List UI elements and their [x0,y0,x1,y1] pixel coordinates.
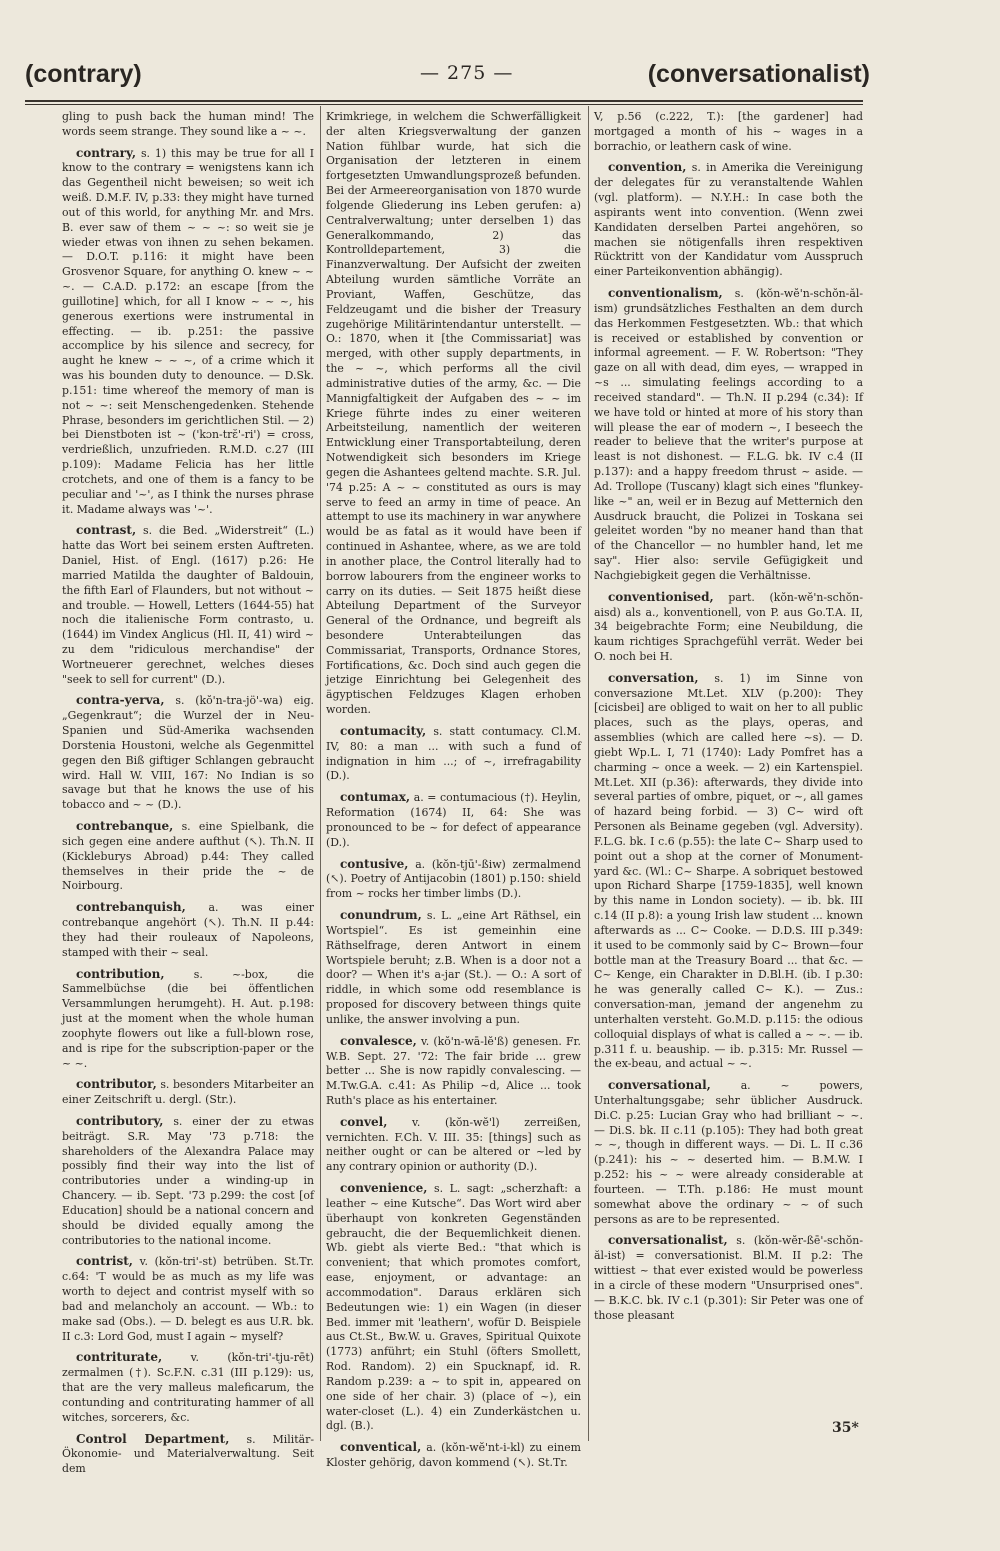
column-divider [320,106,321,1441]
entry-text: V, p.56 (c.222, T.): [the gardener] had mortgaged a month of his ~ wages in a borrachio, or leathern cask of wine. [594,110,863,153]
entry-text: s. die Bed. „Widerstreit“ (L.) hatte das Wort bei seinem ersten Auftreten. Daniel, Hist. of Engl. (1617) p.26: He married Matilda the daughter of Baldouin, the fifth Earl of Flaunders, but not without ~ and trouble. — Howell, Letters (1644-55) hat noch die italienische Form contrasto, u. (1644) im Vindex Anglicus (Hl. II, 41) wird ~ zu dem "ridiculous merchandise" der Wortneuerer gerechnet, welches dieses "seek to sell for current" (D.). [62,524,314,686]
entry-headword: contribution, [76,966,165,981]
entry-headword: convention, [608,160,687,175]
header-rule [25,100,863,102]
entry-text: s. besonders Mitarbeiter an einer Zeitschrift u. dergl. (Str.). [62,1078,315,1107]
header-rule-thin [25,104,863,105]
signature-mark: 35* [832,1420,859,1436]
entry-text: a. = contumacious (†). Heylin, Reformation (1674) II, 64: She was pronounced to be ~ for defect of appearance (D.). [326,791,581,849]
dictionary-entry [594,1077,863,1227]
column-1 [62,110,315,1476]
entry-headword: contusive, [340,856,409,871]
entry-text: v. (kŏ'n-wā-lĕ'ß) genesen. Fr. W.B. Sept. 27. '72: The fair bride ... grew better ... She is now rapidly convalescing. — M.Tw.G.A. c.41: As Philip ~d, Alice ... took Ruth's place as his entertainer. [326,1034,581,1107]
entry-headword: conversation, [608,670,699,685]
entry-headword: Control Department, [76,1431,230,1446]
header-left-guideword: (contrary) [25,60,142,88]
entry-headword: contriturate, [76,1350,163,1365]
entry-headword: convel, [340,1114,388,1129]
dictionary-entry [62,522,314,687]
column-3 [594,110,863,1440]
entry-headword: contributor, [76,1077,157,1092]
dictionary-entry [326,110,581,718]
entry-text: a. was einer contrebanque angehört (↖). Th.N. II p.44: they had their rouleaux of Napoleons, stamped with their ~ seal. [62,901,314,959]
dictionary-entry [326,789,581,850]
entry-headword: contumax, [340,790,411,805]
entry-headword: contra-yerva, [76,693,165,708]
entry-text: v. (kŏn-wĕ'l) zerreißen, vernichten. F.Ch. V. III. 35: [things] such as neither ought or can be altered or ~led by any contrary opinion or authority (D.). [326,1115,581,1174]
entry-headword: contrebanque, [76,819,174,834]
entry-headword: contrist, [76,1254,133,1269]
page-number: — 275 — [420,62,514,84]
entry-text: Krimkriege, in welchem die Schwerfälligkeit der alten Kriegsverwaltung der ganzen Nation fühlbar wurde, hat sich die Organisation der letzteren in einem fortgesetzten Umwandlungsprozeß befunden. Bei der Armeereorganisation von 1870 wurde folgende Gliederung ins Leben gerufen: a) Centralverwaltung; unter derselben 1) das Generalkommando, 2) das Kontrolldepartement, 3) die Finanzverwaltung. Der Aufsicht der zweiten Abteilung wurden sämtliche Vorräte an Proviant, Waffen, Geschütze, das Feldzeugamt und die bisher der Treasury zugehörige Militärintendantur unterstellt. — O.: 1870, when it [the Commissariat] was merged, with other supply departments, in the ~ ~, which performs all the civil administrative duties of the army, &c. — Die Mannigfaltigkeit der Aufgaben des ~ ~ im Kriege führte indes zu einer weiteren Arbeitsteilung, namentlich der weiteren Entwicklung einer Transportabteilung, deren Notwendigkeit sich besonders im Kriege gegen die Ashantees geltend machte. S.R. Jul. '74 p.25: A ~ ~ constituted as ours is may serve to feed an army in time of peace. An attempt to use its machinery in war anywhere would be as fatal as it would have been if continued in Ashantee, where, as we are told in another place, the Control literally had to borrow labourers from the engineer works to carry on its duties. — Seit 1875 heißt diese Abteilung Department of the Surveyor General of the Ordnance, und begreift als besondere Unterabteilungen das Commissariat, Transports, Ordnance Stores, Fortifications, &c. Doch sind auch gegen die jetzige Einrichtung bei Gelegenheit des ägyptischen Feldzuges Klagen erhoben worden. [326,110,581,717]
dictionary-entry [594,159,863,280]
entry-text: gling to push back the human mind! The words seem strange. They sound like a ~ ~. [62,110,314,138]
entry-text: s. einer der zu etwas beiträgt. S.R. May '73 p.718: the shareholders of the Alexandra Palace may possibly find their way into the list of contributories under a winding-up in Chancery. — ib. Sept. '73 p.299: the cost [of Education] should be a national concern and should be divided equally among the contributories to the national income. [62,1115,314,1247]
dictionary-entry [62,145,314,518]
dictionary-entry [62,1431,314,1477]
entry-text: s. L. sagt: „scherzhaft: a leather ~ eine Kutsche“. Das Wort wird aber überhaupt von konkreten Gegenständen gebraucht, die der Bequemlichkeit dienen. Wb. giebt als vierte Bed.: "that which is convenient; that which promotes comfort, ease, enjoyment, or advantage: an accommodation". Daraus erklären sich Bedeutungen wie: 1) ein Wagen (in dieser Bed. immer mit 'leathern', wofür D. Beispiele aus Ct.St., Bw.W. u. Graves, Spiritual Quixote (1773) anführt; ein Stuhl (öfters Smollett, Rod. Random). 2) ein Spucknapf, id. R. Random p.239: a ~ to spit in, appeared on one side of her chair. 3) (place of ~), ein water-closet (L.). 4) ein Zunderkästchen u. dgl. (B.). [326,1182,581,1433]
entry-headword: convalesce, [340,1033,417,1048]
entry-headword: conventical, [340,1440,422,1455]
dictionary-entry [62,110,314,140]
dictionary-entry [62,899,314,960]
entry-headword: contrast, [76,523,137,538]
dictionary-entry [62,966,314,1072]
dictionary-entry [62,1349,314,1425]
entry-text: s. eine Spielbank, die sich gegen eine andere aufthut (↖). Th.N. II (Kickleburys Abroad) p.44: They called themselves in their pride the ~ de Noirbourg. [62,820,314,893]
entry-text: v. (kŏn-tri'-st) betrüben. St.Tr. c.64: 'T would be as much as my life was worth to deject and contrist myself with so bad and melancholy an account. — Wb.: to make sad (Obs.). — D. belegt es aus U.R. bk. II c.3: Lord God, must I again ~ myself? [62,1255,314,1343]
entry-headword: contrary, [76,145,136,160]
dictionary-entry [594,670,863,1072]
entry-text: s. 1) this may be true for all I know to the contrary = wenigstens kann ich das Gegentheil nicht beweisen; so weit ich weiß. D.M.F. IV, p.33: they might have turned out of this world, for anything Mr. and Mrs. B. ever saw of them ~ ~ ~: so weit sie je wieder etwas von ihnen zu sehen bekamen. — D.O.T. p.116: it might have been Grosvenor Square, for anything O. knew ~ ~ ~. — C.A.D. p.172: an escape [from the guillotine] which, for all I know ~ ~ ~, his generous exertions were instrumental in effecting. — ib. p.251: the passive accomplice by his silence and secrecy, for aught he knew ~ ~ ~, of a crime which it was his bounden duty to denounce. — D.Sk. p.151: time whereof the memory of man is not ~ ~: seit Menschengedenken. Stehende Phrase, besonders im gerichtlichen Stil. — 2) bei Dienstboten ist ~ ('kɔn-trɛ̆'-ri') = cross, verdrießlich, unzufrieden. R.M.D. c.27 (III p.109): Madame Felicia has her little crotchets, and one of them is a fancy to be peculiar and '~', as I think the nurses phrase it. Madame always was '~'. [62,146,315,516]
entry-text: s. L. „eine Art Räthsel, ein Wortspiel“. Es ist gemeinhin eine Räthselfrage, deren Antwort in einem Wortspiele beruht; z.B. When is a door not a door? — When it's a-jar (St.). — O.: A sort of riddle, in which some odd resemblance is proposed for discovery between things quite unlike, the answer involving a pun. [326,909,581,1026]
entry-text: a. ~ powers, Unterhaltungsgabe; sehr üblicher Ausdruck. Di.C. p.25: Lucian Gray who had brilliant ~ ~. — Di.S. bk. II c.11 (p.105): They had both great ~ ~, though in different ways. — Di. L. II c.36 (p.241): his ~ ~ deserted him. — B.M.W. I p.252: his ~ ~ were already considerable at fourteen. — T.Th. p.186: He must mount somewhat above the ordinary ~ ~ of such persons as are to be represented. [594,1079,863,1226]
dictionary-entry [326,856,581,902]
dictionary-entry [594,285,863,584]
dictionary-entry [62,818,314,894]
dictionary-entry [594,589,863,665]
entry-headword: conversationalist, [608,1233,728,1248]
dictionary-entry [326,907,581,1028]
dictionary-entry [326,1033,581,1109]
entry-text: a. (kŏn-wĕ'nt-i-kl) zu einem Kloster gehörig, davon kommend (↖). St.Tr. [326,1441,581,1470]
dictionary-entry [62,692,314,813]
dictionary-entry [594,1232,863,1323]
entry-text: s. 1) im Sinne von conversazione Mt.Let. XLV (p.200): They [cicisbei] are obliged to wait on her to all public places, such as the plays, operas, and assemblies (which are called here ~s). — D. giebt Wp.L. I, 71 (1740): Lady Pomfret has a charming ~ once a week. — 2) ein Kartenspiel. Mt.Let. XII (p.36): afterwards, they divide into several parties of ombre, piquet, or ~, all games of hazard being forbid. — 3) C~ wird oft Personen als Beiname gegeben (vgl. Adversity). F.L.G. bk. I c.6 (p.55): the late C~ Sharp used to point out a shop at the corner of Monument-yard &c. (Wl.: C~ Sharpe. A sobriquet bestowed upon Richard Sharpe [1759-1835], well known by this name in London society). — ib. bk. III c.14 (II p.8): a young Irish law student ... known afterwards as ... C~ Cooke. — D.D.S. III p.349: it used to be commonly said by C~ Brown—four bottle man at the Treasury Board ... that &c. — C~ Kenge, ein Charakter in D.Bl.H. (ib. I p.30: he was generally called C~ K.). — Zus.: conversation-man, jemand der angenehm zu unterhalten versteht. Go.M.D. p.115: the odious colloquial displays of what is called a ~ ~. — ib. p.311 f. u. beauship. — ib. p.315: Mr. Russel — the ex-beau, and actual ~ ~. [594,671,863,1071]
dictionary-entry [62,1253,314,1344]
entry-headword: convenience, [340,1181,428,1196]
entry-headword: contrebanquish, [76,900,186,915]
column-divider [588,106,589,1441]
entry-text: s. (kŏ'n-tra-jö'-wa) eig. „Gegenkraut“; die Wurzel der in Neu-Spanien und Süd-Amerika wachsenden Dorstenia Houstoni, welche als Gegenmittel gegen den Biß giftiger Schlangen gebraucht wird. Hall W. VIII, 167: No Indian is so savage but that he knows the use of his tobacco and ~ ~ (D.). [62,694,315,812]
dictionary-entry [594,110,863,154]
header-right-guideword: (conversationalist) [647,60,870,88]
entry-headword: conventionalism, [608,286,723,301]
dictionary-entry [326,723,581,784]
entry-text: v. (kŏn-tri'-tju-rēt) zermalmen (†). Sc.F.N. c.31 (III p.129): us, that are the very malleus maleficarum, the contunding and contriturating hammer of all witches, sorcerers, &c. [62,1351,314,1424]
entry-text: s. in Amerika die Vereinigung der delegates für zu veranstaltende Wahlen (vgl. platform). — N.Y.H.: In case both the aspirants went into convention. (Wenn zwei Kandidaten derselben Partei angehören, so machen sie nötigenfalls ihren respektiven Rücktritt von der Kandidatur vom Ausspruch einer Parteikonvention abhängig). [594,161,863,279]
dictionary-entry [62,1076,314,1108]
entry-text: part. (kŏn-wĕ'n-schŏn-aisd) als a., konventionell, von P. aus Go.T.A. II, 34 beigebrachte Form; eine Neubildung, die kaum richtiges Sprachgefühl verrät. Weder bei O. noch bei H. [594,590,864,663]
running-header [25,56,870,102]
dictionary-entry [62,1113,314,1248]
entry-headword: conundrum, [340,908,422,923]
column-2 [326,110,582,1470]
dictionary-entry [326,1114,581,1175]
entry-text: s. statt contumacy. Cl.M. IV, 80: a man ... with such a fund of indignation in him ...; of ~, irrefragability (D.). [326,724,582,783]
dictionary-entry [326,1180,581,1434]
entry-headword: conventionised, [608,589,714,604]
entry-headword: conversational, [608,1078,711,1093]
entry-text: a. (kŏn-tjū'-ßiw) zermalmend (↖). Poetry of Antijacobin (1801) p.150: shield from ~ rocks her timber limbs (D.). [326,857,581,901]
entry-text: s. (kŏn-wĕr-ßē'-schŏn-ăl-ist) = conversationist. Bl.M. II p.2: The wittiest ~ that ever existed would be powerless in a circle of these modern "Unsurprised ones". — B.K.C. bk. IV c.1 (p.301): Sir Peter was one of those pleasant [594,1234,863,1322]
entry-text: s. (kŏn-wĕ'n-schŏn-ăl-ism) grundsätzliches Festhalten an dem durch das Herkommen Festgesetzten. Wb.: that which is received or established by convention or informal agreement. — F. W. Robertson: "They gaze on all with dead, dim eyes, — wrapped in ~s ... simulating feelings according to a received standard". — Th.N. II p.294 (c.34): If we have told or hinted at more of his story than will please the ear of modern ~, I beseech the reader to believe that the writer's purpose at least is not dishonest. — F.L.G. bk. IV c.4 (II p.137): and a happy freedom thrust ~ aside. — Ad. Trollope (Tuscany) klagt sich eines "flunkey-like ~" an, weil er in Bezug auf Metternich den Ausdruck braucht, die Polizei in Toskana sei geleitet worden "by no meaner hand than that of the Chancellor — no humbler hand, let me say". Hier also: servile Gefügigkeit und Nachgiebigkeit gegen die Verhältnisse. [594,287,863,582]
entry-text: s. Militär-Ökonomie- und Materialverwaltung. Seit dem [62,1432,314,1476]
dictionary-entry [326,1439,581,1471]
entry-headword: contributory, [76,1114,164,1128]
entry-text: s. ~-box, die Sammelbüchse (die bei öffentlichen Versammlungen herumgeht). H. Aut. p.198: just at the moment when the whole human zoophyte flowers out like a full-blown rose, and is ripe for the subscription-paper or the ~ ~. [62,967,314,1070]
entry-headword: contumacity, [340,723,427,738]
